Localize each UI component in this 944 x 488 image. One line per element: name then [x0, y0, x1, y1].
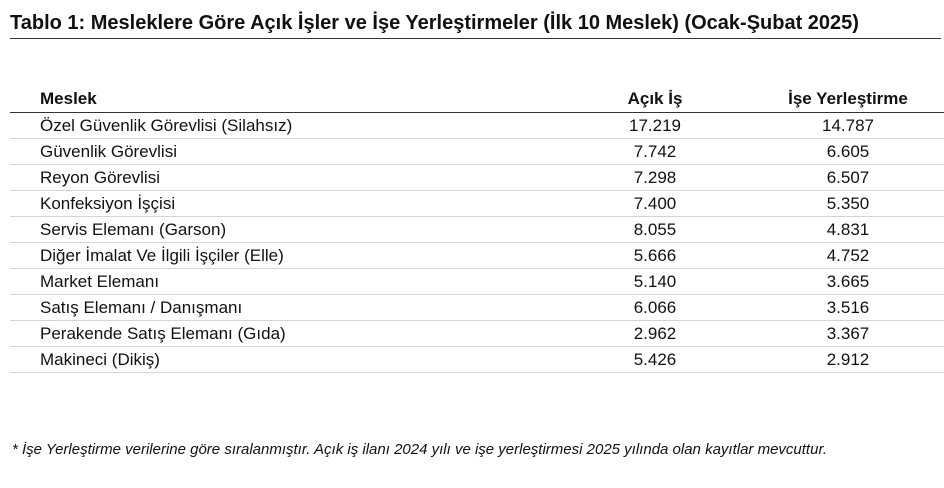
cell-meslek: Satış Elemanı / Danışmanı [40, 298, 243, 317]
table-row [10, 321, 944, 347]
footnote: * İşe Yerleştirme verilerine göre sıralanmıştır. Açık iş ilanı 2024 yılı ve işe yerleştirmesi 2025 yılında olan kayıtlar mevcuttur. [12, 441, 828, 458]
cell-ise-yerlestirme: 4.831 [826, 220, 870, 239]
cell-acik-is: 17.219 [629, 116, 681, 135]
cell-ise-yerlestirme: 2.912 [826, 350, 870, 369]
title-divider [10, 38, 941, 39]
cell-acik-is: 7.400 [633, 194, 677, 213]
cell-meslek: Market Elemanı [40, 272, 160, 291]
table-title: Tablo 1: Mesleklere Göre Açık İşler ve İşe Yerleştirmeler (İlk 10 Meslek) (Ocak-Şubat 2025) [10, 12, 859, 34]
cell-ise-yerlestirme: 3.516 [826, 298, 870, 317]
table-row [10, 243, 944, 269]
cell-acik-is: 2.962 [633, 324, 677, 343]
table-body [10, 113, 944, 373]
header-ise-yerlestirme: İşe Yerleştirme [788, 89, 908, 108]
table-row [10, 217, 944, 243]
cell-acik-is: 6.066 [633, 298, 677, 317]
header-acik-is: Açık İş [627, 89, 683, 108]
cell-meslek: Güvenlik Görevlisi [40, 142, 177, 161]
table-row [10, 295, 944, 321]
cell-acik-is: 5.426 [633, 350, 677, 369]
table-row [10, 139, 944, 165]
cell-ise-yerlestirme: 6.507 [826, 168, 870, 187]
cell-acik-is: 7.298 [633, 168, 677, 187]
cell-meslek: Servis Elemanı (Garson) [40, 220, 227, 239]
header-meslek: Meslek [40, 89, 97, 108]
cell-meslek: Konfeksiyon İşçisi [40, 194, 176, 213]
table-header-row [10, 86, 944, 113]
cell-meslek: Diğer İmalat Ve İlgili İşçiler (Elle) [40, 246, 284, 265]
cell-meslek: Özel Güvenlik Görevlisi (Silahsız) [40, 116, 293, 135]
cell-ise-yerlestirme: 5.350 [826, 194, 870, 213]
table-row [10, 269, 944, 295]
cell-ise-yerlestirme: 14.787 [822, 116, 874, 135]
cell-acik-is: 7.742 [633, 142, 677, 161]
cell-ise-yerlestirme: 3.665 [826, 272, 870, 291]
cell-acik-is: 8.055 [633, 220, 677, 239]
cell-meslek: Perakende Satış Elemanı (Gıda) [40, 324, 286, 343]
cell-meslek: Reyon Görevlisi [40, 168, 160, 187]
cell-ise-yerlestirme: 6.605 [826, 142, 870, 161]
table-row [10, 113, 944, 139]
table-row [10, 165, 944, 191]
cell-acik-is: 5.140 [633, 272, 677, 291]
cell-ise-yerlestirme: 3.367 [826, 324, 870, 343]
occupation-table [10, 86, 944, 373]
cell-acik-is: 5.666 [633, 246, 677, 265]
cell-meslek: Makineci (Dikiş) [40, 350, 160, 369]
table-row [10, 347, 944, 373]
cell-ise-yerlestirme: 4.752 [826, 246, 870, 265]
table-row [10, 191, 944, 217]
